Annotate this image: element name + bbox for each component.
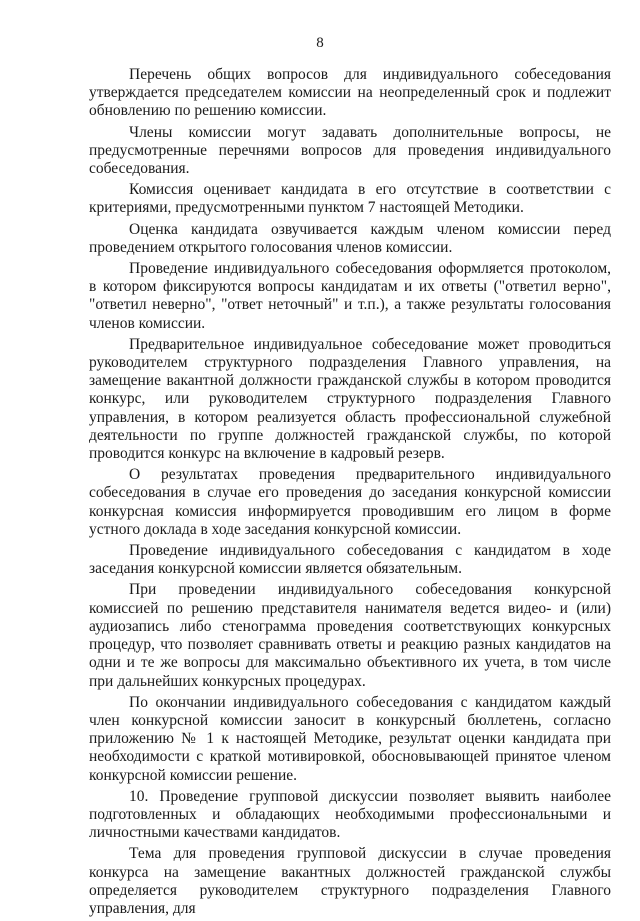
paragraph-ballot: По окончании индивидуального собеседования с кандидатом каждый член конкурсной комиссии заносит в конкурсный бюллетень, согласно приложению № 1 к настоящей Методике, результат оценки кандидата при необходимости с краткой мотивировкой, обосновывающей принятое членом конкурсной комиссии решение. — [89, 693, 611, 784]
paragraph-announcement: Оценка кандидата озвучивается каждым членом комиссии перед проведением открытого голосования членов комиссии. — [89, 220, 611, 256]
paragraph-questions-list: Перечень общих вопросов для индивидуального собеседования утверждается председателем комиссии на неопределенный срок и подлежит обновлению по решению комиссии. — [89, 66, 611, 120]
paragraph-preliminary-interview: Предварительное индивидуальное собеседование может проводиться руководителем структурного подразделения Главного управления, на замещение вакантной должности гражданской службы в котором проводится конкурс, или руководителем структурного подразделения Главного управления, в котором реализуется область профессиональной служебной деятельности по группе должностей гражданской службы, по которой проводится конкурс на включение в кадровый резерв. — [89, 335, 611, 463]
paragraph-evaluation: Комиссия оценивает кандидата в его отсутствие в соответствии с критериями, предусмотренными пунктом 7 настоящей Методики. — [89, 181, 611, 217]
paragraph-mandatory-interview: Проведение индивидуального собеседования с кандидатом в ходе заседания конкурсной комиссии является обязательным. — [89, 542, 611, 578]
paragraph-additional-questions: Члены комиссии могут задавать дополнительные вопросы, не предусмотренные перечнями вопросов для проведения индивидуального собеседования. — [89, 123, 611, 178]
paragraph-group-discussion: 10. Проведение групповой дискуссии позволяет выявить наиболее подготовленных и обладающих необходимыми профессиональными и личностными качествами кандидатов. — [89, 787, 611, 842]
paragraph-preliminary-results: О результатах проведения предварительного индивидуального собеседования в случае его проведения до заседания конкурсной комиссии конкурсная комиссия информируется проводившим его лицом в форме устного доклада в ходе заседания конкурсной комиссии. — [89, 466, 611, 538]
paragraph-recording: При проведении индивидуального собеседования конкурсной комиссией по решению представителя нанимателя ведется видео- и (или) аудиозапись либо стенограмма проведения соответствующих конкурсных процедур, что позволяет сравнивать ответы и реакцию разных кандидатов на одни и те же вопросы для максимально объективного их учета, в том числе при дальнейших конкурсных процедурах. — [89, 581, 611, 690]
document-body — [89, 66, 611, 921]
page-number: 8 — [316, 35, 324, 51]
paragraph-protocol: Проведение индивидуального собеседования оформляется протоколом, в котором фиксируются вопросы кандидатам и их ответы ("ответил верно", "ответил неверно", "ответ неточный" и т.п.), а также результаты голосования членов комиссии. — [89, 260, 611, 332]
paragraph-discussion-topic: Тема для проведения групповой дискуссии в случае проведения конкурса на замещение вакантных должностей гражданской службы определяется руководителем структурного подразделения Главного управления, для — [89, 845, 611, 917]
